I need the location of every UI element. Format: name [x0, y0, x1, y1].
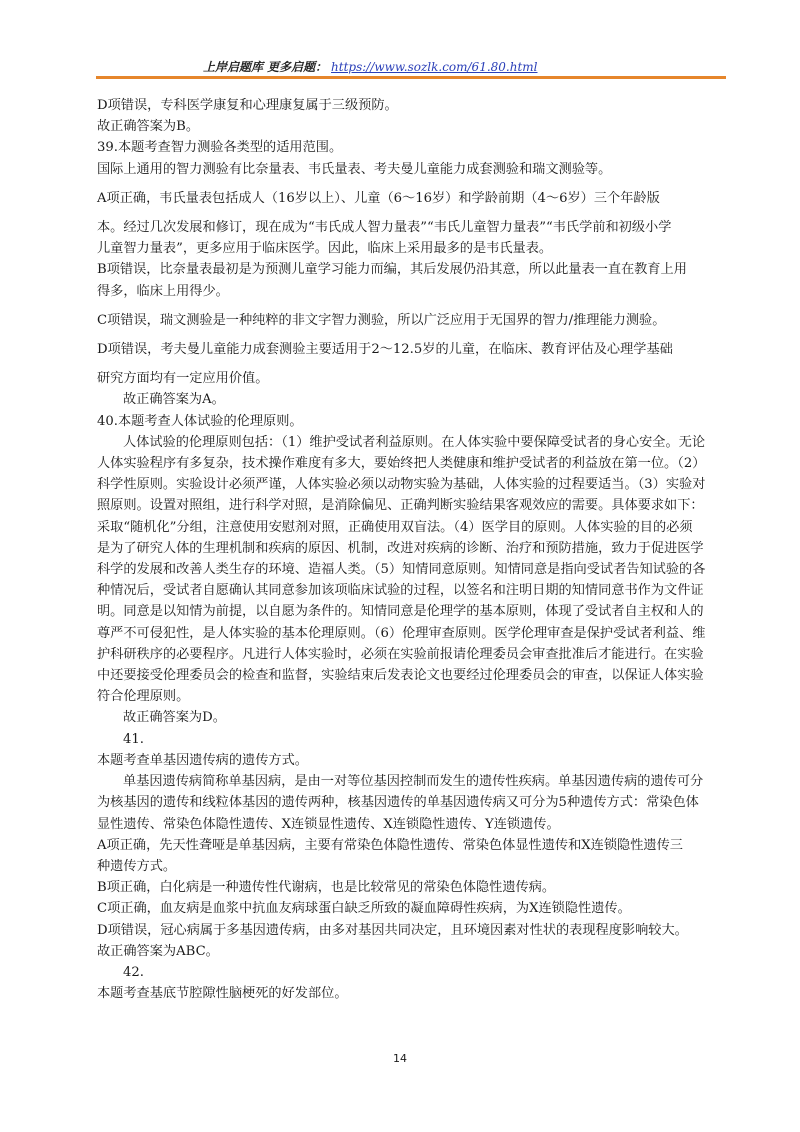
text-line: 国际上通用的智力测验有比奈量表、韦氏量表、考夫曼儿童能力成套测验和瑞文测验等。: [97, 161, 612, 177]
text-line: A项正确，韦氏量表包括成人（16岁以上）、儿童（6～16岁）和学龄前期（4～6岁）三个年龄版: [97, 190, 660, 206]
text-line: C项错误，瑞文测验是一种纯粹的非文字智力测验，所以广泛应用于无国界的智力/推理能力测验。: [97, 312, 666, 328]
answer-line: 故正确答案为A。: [123, 392, 225, 408]
header-divider: [96, 76, 726, 79]
text-line: 故正确答案为B。: [97, 119, 200, 135]
page-number: 14: [393, 1052, 407, 1065]
text-line: 照原则。设置对照组，进行科学对照，是消除偏见、正确判断实验结果客观效应的需要。具体要求如下：: [97, 498, 704, 514]
text-line: 本。经过几次发展和修订，现在成为“韦氏成人智力量表”“韦氏儿童智力量表”“韦氏学前和初级小学: [97, 220, 672, 236]
text-line: 护科研秩序的必要程序。凡进行人体实验时，必须在实验前报请伦理委员会审查批准后才能进行。在实验: [97, 646, 704, 662]
question-heading: 39.本题考查智力测验各类型的适用范围。: [97, 140, 343, 156]
text-line: B项错误，比奈量表最初是为预测儿童学习能力而编，其后发展仍沿其意，所以此量表一直在教育上用: [97, 262, 687, 278]
header-url-link[interactable]: https://www.sozlk.com/61.80.html: [331, 60, 538, 74]
question-heading: 42.: [123, 964, 144, 980]
text-line: D项错误，专科医学康复和心理康复属于三级预防。: [97, 98, 398, 113]
document-body: [97, 95, 729, 1004]
text-line: 单基因遗传病简称单基因病，是由一对等位基因控制而发生的遗传性疾病。单基因遗传病的遗传可分: [123, 774, 704, 790]
text-line: D项错误，冠心病属于多基因遗传病，由多对基因共同决定，且环境因素对性状的表现程度影响较大。: [97, 922, 688, 938]
text-line: 人体试验的伦理原则包括：（1）维护受试者利益原则。在人体实验中要保障受试者的身心安全。无论: [123, 434, 706, 450]
text-line: B项正确，白化病是一种遗传性代谢病，也是比较常见的常染色体隐性遗传病。: [97, 880, 556, 896]
text-line: 显性遗传、常染色体隐性遗传、X连锁显性遗传、X连锁隐性遗传、Y连锁遗传。: [97, 816, 560, 832]
text-line: 儿童智力量表”，更多应用于临床医学。因此，临床上采用最多的是韦氏量表。: [97, 241, 553, 257]
text-line: 人体实验程序有多复杂，技术操作难度有多大，要始终把人类健康和维护受试者的利益放在第一位。（2）: [97, 456, 706, 472]
answer-line: 故正确答案为ABC。: [97, 943, 219, 959]
answer-line: 故正确答案为D。: [123, 710, 226, 726]
text-line: 符合伦理原则。: [97, 689, 190, 705]
text-line: 种情况后，受试者自愿确认其同意参加该项临床试验的过程，以签名和注明日期的知情同意书作为文件证: [97, 583, 704, 599]
text-line: 尊严不可侵犯性，是人体实验的基本伦理原则。（6）伦理审查原则。医学伦理审查是保护受试者利益、维: [97, 625, 706, 641]
text-line: 科学性原则。实验设计必须严谨，人体实验必须以动物实验为基础，人体实验的过程要适当。（3）实验对: [97, 477, 706, 493]
text-line: 得多，临床上用得少。: [97, 283, 229, 299]
text-line: 本题考查基底节腔隙性脑梗死的好发部位。: [97, 986, 348, 1002]
page-header: [0, 52, 800, 78]
text-line: 本题考查单基因遗传病的遗传方式。: [97, 752, 308, 768]
text-line: 采取“随机化”分组，注意使用安慰剂对照，正确使用双盲法。（4）医学目的原则。人体实验的目的必须: [97, 519, 693, 535]
text-line: C项正确，血友病是血浆中抗血友病球蛋白缺乏所致的凝血障碍性疾病，为X连锁隐性遗传。: [97, 901, 631, 917]
question-heading: 40.本题考查人体试验的伦理原则。: [97, 413, 303, 429]
text-line: D项错误，考夫曼儿童能力成套测验主要适用于2～12.5岁的儿童，在临床、教育评估及心理学基础: [97, 342, 673, 358]
text-line: 中还要接受伦理委员会的检查和监督，实验结束后发表论文也要经过伦理委员会的审查，以保证人体实验: [97, 668, 704, 684]
text-line: 种遗传方式。: [97, 858, 177, 874]
text-line: 科学的发展和改善人类生存的环境、造福人类。（5）知情同意原则。知情同意是指向受试者告知试验的各: [97, 562, 706, 578]
text-line: 是为了研究人体的生理机制和疾病的原因、机制，改进对疾病的诊断、治疗和预防措施，致力于促进医学: [97, 540, 704, 556]
question-heading: 41.: [123, 731, 144, 747]
text-line: 明。同意是以知情为前提，以自愿为条件的。知情同意是伦理学的基本原则，体现了受试者自主权和人的: [97, 604, 704, 620]
text-line: 为核基因的遗传和线粒体基因的遗传两种，核基因遗传的单基因遗传病又可分为5种遗传方式：常染色体: [97, 795, 699, 811]
text-line: A项正确，先天性聋哑是单基因病，主要有常染色体隐性遗传、常染色体显性遗传和X连锁隐性遗传三: [97, 837, 683, 853]
text-line: 研究方面均有一定应用价值。: [97, 371, 269, 387]
header-text: [203, 58, 538, 75]
header-label: 上岸启题库 更多启题：: [203, 60, 328, 74]
